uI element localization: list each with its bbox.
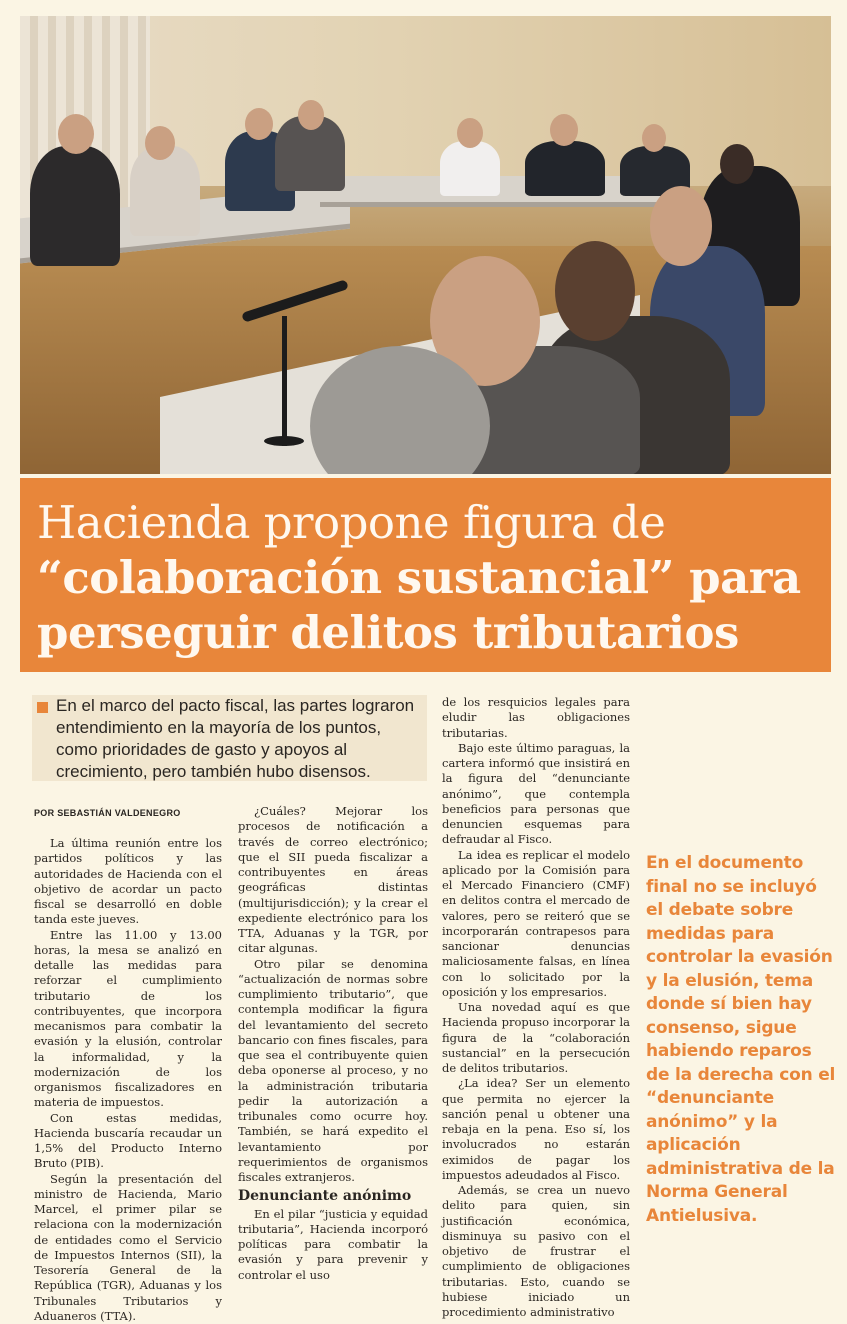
paragraph: Otro pilar se denomina “actualización de normas sobre cumplimiento tributario”, que contempla modificar la figura del levantamiento del secreto bancario con fines fiscales, para que sea el contribuyente quien deba oponerse al proceso, y no la administración tributaria pedir la autorización a tribunales como ocurre hoy. También, se hará expedito el levantamiento por requerimientos de organismos fiscales extranjeros. (238, 957, 428, 1186)
photo-person-head (720, 144, 754, 184)
byline: POR SEBASTIÁN VALDENEGRO (34, 808, 234, 818)
paragraph: La idea es replicar el modelo aplicado por la Comisión para el Mercado Financiero (CMF) en delitos contra el mercado de valores, pero se reiteró que se incorporarán contrapesos para sancionar denuncias maliciosamente falsas, en línea con lo solicitado por la oposición y los empresarios. (442, 848, 630, 1001)
photo-person (130, 146, 200, 236)
headline-line-3: perseguir delitos tributarios (37, 605, 817, 660)
lead-bullet-square (37, 702, 48, 713)
photo-person (30, 146, 120, 266)
paragraph: Bajo este último paraguas, la cartera informó que insistirá en la figura del “denunciante anónimo”, que contempla beneficios para personas que denuncien esquemas para defraudar al Fisco. (442, 741, 630, 848)
photo-person-head (58, 114, 94, 154)
photo-person-head (457, 118, 483, 148)
meeting-photo (20, 16, 831, 474)
headline-line-2: “colaboración sustancial” para (37, 550, 817, 605)
photo-person-head (555, 241, 635, 341)
lead-box (32, 695, 427, 781)
microphone-stand (282, 316, 287, 446)
subheading: Denunciante anónimo (238, 1189, 428, 1204)
article-column-3 (442, 695, 630, 1320)
article-column-1 (34, 836, 222, 1324)
lead-text: En el marco del pacto fiscal, las partes lograron entendimiento en la mayoría de los puntos, como prioridades de gasto y apoyos al crecimiento, pero también hubo disensos. (56, 695, 421, 783)
headline-line-1: Hacienda propone figura de (37, 495, 817, 550)
paragraph: Con estas medidas, Hacienda buscaría recaudar un 1,5% del Producto Interno Bruto (PIB). (34, 1111, 222, 1172)
photo-person-head (650, 186, 712, 266)
paragraph: ¿Cuáles? Mejorar los procesos de notificación a través de correo electrónico; que el SII pueda fiscalizar a contribuyentes en áreas geográficas distintas (multijurisdicción); y la crear el expediente electrónico para los TTA, Aduanas y la TGR, por citar algunas. (238, 804, 428, 957)
photo-person-head (245, 108, 273, 140)
paragraph: Una novedad aquí es que Hacienda propuso incorporar la figura de la “colaboración sustancial” en la persecución de delitos tributarios. (442, 1000, 630, 1076)
paragraph: ¿La idea? Ser un elemento que permita no ejercer la sanción penal u obtener una rebaja en la pena. Eso sí, los involucrados no estarán eximidos de pagar los impuestos adeudados al Fisco. (442, 1076, 630, 1183)
headline (37, 495, 817, 660)
paragraph-continuation: de los resquicios legales para eludir las obligaciones tributarias. (442, 695, 630, 741)
paragraph: Además, se crea un nuevo delito para quien, sin justificación económica, disminuya su pasivo con el objetivo de frustrar el cumplimiento de obligaciones tributarias. Esto, cuando se hubiese iniciado un procedimiento administrativo (442, 1183, 630, 1320)
paragraph: En el pilar “justicia y equidad tributaria”, Hacienda incorporó políticas para combatir la evasión y para prevenir y controlar el uso (238, 1207, 428, 1283)
microphone-base (264, 436, 304, 446)
paragraph: La última reunión entre los partidos políticos y las autoridades de Hacienda con el objetivo de acordar un pacto fiscal se desarrolló en doble tanda este jueves. (34, 836, 222, 928)
photo-person-head (642, 124, 666, 152)
photo-person-head (550, 114, 578, 146)
paragraph: Según la presentación del ministro de Hacienda, Mario Marcel, el primer pilar se relaciona con la modernización de entidades como el Servicio de Impuestos Internos (SII), la Tesorería General de la República (TGR), Aduanas y los Tribunales Tributarios y Aduaneros (TTA). (34, 1172, 222, 1324)
pull-quote: En el documento final no se incluyó el debate sobre medidas para controlar la evasión y la elusión, tema donde sí bien hay consenso, sigue habiendo reparos de la derecha con el “denunciante anónimo” y la aplicación administrativa de la Norma General Antielusiva. (646, 852, 836, 1228)
photo-person (525, 141, 605, 196)
photo-person-head (298, 100, 324, 130)
photo-person-head (145, 126, 175, 160)
paragraph: Entre las 11.00 y 13.00 horas, la mesa se analizó en detalle las medidas para reforzar el cumplimiento tributario de los contribuyentes, que incorpora mecanismos para combatir la evasión y la elusión, controlar la informalidad, y la modernización de los organismos fiscalizadores en materia de impuestos. (34, 928, 222, 1111)
article-column-2 (238, 804, 428, 1283)
photo-person (440, 141, 500, 196)
